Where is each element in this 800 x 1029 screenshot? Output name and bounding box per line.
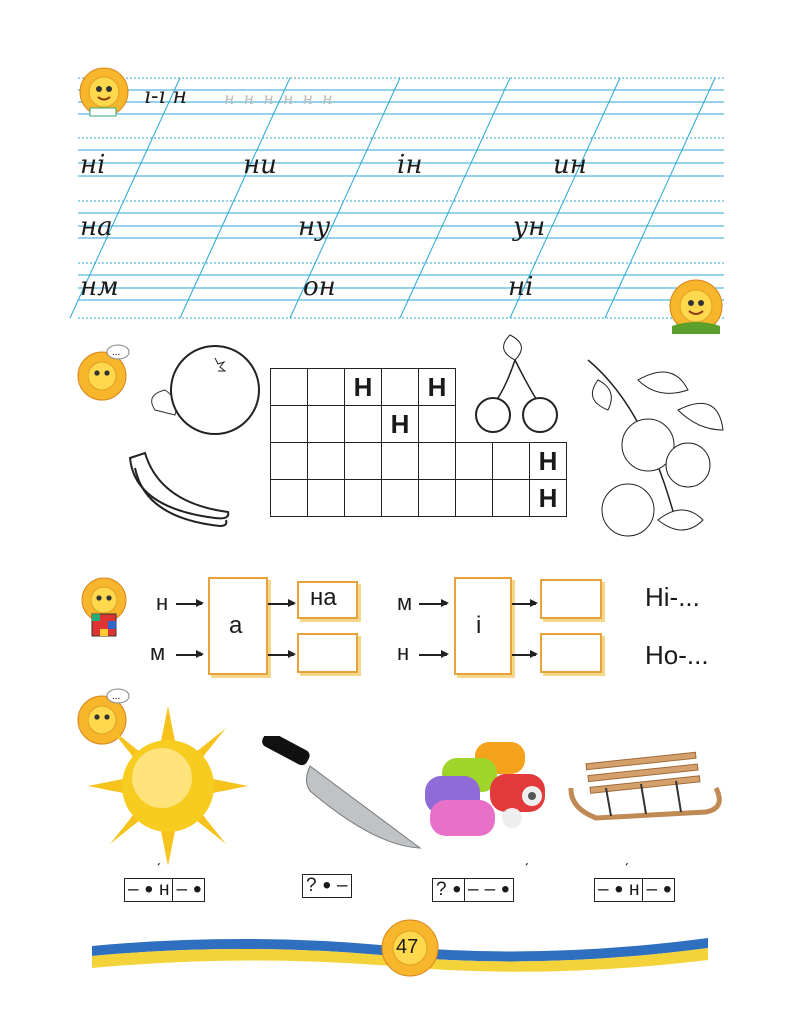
arrow-icon — [268, 603, 294, 605]
sound-scheme-nizh: ? • – — [302, 874, 352, 898]
syllable-input-n: н — [156, 590, 169, 615]
answer-box-ma[interactable] — [297, 633, 358, 673]
cherry-picture — [465, 330, 565, 435]
syllable-input-m: м — [150, 640, 166, 665]
writing-pattern: ı-ı н — [144, 84, 187, 109]
writing-trace: н н н н н н — [224, 89, 335, 108]
vowel-box-i — [454, 577, 512, 675]
word-ny: ни — [243, 150, 277, 180]
page-number: 47 — [396, 936, 419, 958]
word-na: на — [80, 212, 113, 242]
word-in: ін — [397, 150, 423, 180]
mandarin-branch-picture — [578, 350, 728, 540]
sun-picture — [88, 706, 248, 866]
word-nm: нм — [80, 272, 119, 302]
word-hint-no: Но-... — [645, 640, 709, 670]
arrow-icon — [512, 654, 536, 656]
arrow-icon — [176, 654, 202, 656]
sunflower-happy-icon — [666, 278, 726, 334]
answer-box-mi[interactable] — [540, 579, 602, 619]
sound-scheme-nytky: ? • – – • — [432, 878, 514, 902]
svg-text:...: ... — [112, 347, 121, 358]
vowel-a: а — [229, 612, 243, 639]
vowel-i: і — [476, 612, 482, 639]
letter-grid: Н Н Н Н Н — [270, 368, 567, 517]
banana-picture — [120, 448, 235, 533]
sunflower-writing-icon — [76, 66, 132, 122]
word-on: он — [303, 272, 336, 302]
arrow-icon — [419, 654, 447, 656]
answer-box-ni[interactable] — [540, 633, 602, 673]
knife-picture — [255, 736, 425, 856]
word-yn: ин — [553, 150, 587, 180]
word-ni-2: ні — [508, 272, 534, 302]
stress-mark-1: ˊ — [156, 862, 162, 879]
sound-scheme-sanky: – • н – • — [594, 878, 675, 902]
svg-text:...: ... — [112, 691, 121, 702]
word-ni-1: ні — [80, 150, 106, 180]
answer-na: на — [310, 584, 337, 611]
thread-spools-picture — [420, 738, 555, 840]
word-un: ун — [513, 212, 546, 242]
stress-mark-4: ˊ — [624, 862, 630, 879]
orange-picture — [135, 340, 265, 440]
syllable-input-n-right: н — [397, 640, 410, 665]
arrow-icon — [176, 603, 202, 605]
arrow-icon — [512, 603, 536, 605]
arrow-icon — [268, 654, 294, 656]
sound-scheme-sonce: – • н – • — [124, 878, 205, 902]
sunflower-cube-icon — [76, 576, 134, 638]
syllable-input-m-right: м — [397, 590, 413, 615]
arrow-icon — [419, 603, 447, 605]
word-nu: ну — [298, 212, 331, 242]
stress-mark-3: ˊ — [524, 862, 530, 879]
sled-picture — [566, 738, 728, 830]
sunflower-thinking-icon — [76, 344, 130, 402]
word-hint-ni: Ні-... — [645, 582, 700, 612]
